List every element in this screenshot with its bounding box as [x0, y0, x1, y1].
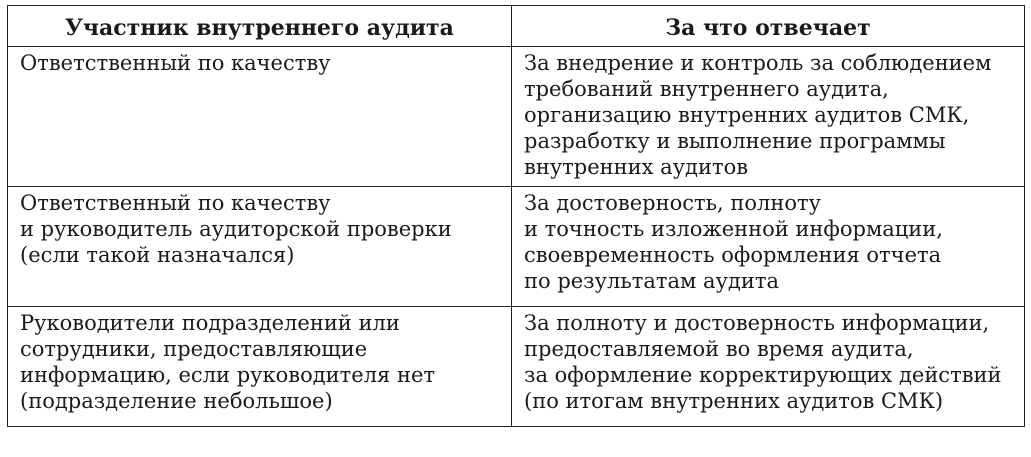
- text-line: требований внутреннего аудита,: [524, 77, 889, 101]
- participant-cell: [8, 47, 512, 187]
- responsibility-cell: [512, 187, 1025, 307]
- text-line: внутренних аудитов: [524, 155, 749, 179]
- text-line: разработку и выполнение программы: [524, 129, 946, 153]
- table-header-row: [8, 6, 1025, 47]
- header-responsibility: За что отвечает: [512, 6, 1025, 47]
- responsibility-cell: [512, 307, 1025, 427]
- header-participant: Участник внутреннего аудита: [8, 6, 512, 47]
- text-line: информацию, если руководителя нет: [20, 363, 436, 387]
- text-line: (по итогам внутренних аудитов СМК): [524, 389, 944, 413]
- audit-responsibility-table: [7, 5, 1025, 427]
- text-line: За достоверность, полноту: [524, 191, 821, 215]
- text-line: и точность изложенной информации,: [524, 217, 943, 241]
- text-line: за оформление корректирующих действий: [524, 363, 1002, 387]
- participant-cell: [8, 307, 512, 427]
- text-line: Руководители подразделений или: [20, 311, 400, 335]
- table-row: [8, 47, 1025, 187]
- responsibility-cell: [512, 47, 1025, 187]
- text-line: Ответственный по качеству: [20, 191, 331, 215]
- participant-cell: [8, 187, 512, 307]
- table-row: [8, 187, 1025, 307]
- text-line: За полноту и достоверность информации,: [524, 311, 990, 335]
- text-line: своевременность оформления отчета: [524, 243, 942, 267]
- text-line: организацию внутренних аудитов СМК,: [524, 103, 970, 127]
- text-line: (если такой назначался): [20, 243, 295, 267]
- table-row: [8, 307, 1025, 427]
- text-line: Ответственный по качеству: [20, 51, 331, 75]
- text-line: по результатам аудита: [524, 269, 779, 293]
- text-line: сотрудники, предоставляющие: [20, 337, 368, 361]
- text-line: предоставляемой во время аудита,: [524, 337, 914, 361]
- text-line: и руководитель аудиторской проверки: [20, 217, 452, 241]
- text-line: За внедрение и контроль за соблюдением: [524, 51, 992, 75]
- text-line: (подразделение небольшое): [20, 389, 333, 413]
